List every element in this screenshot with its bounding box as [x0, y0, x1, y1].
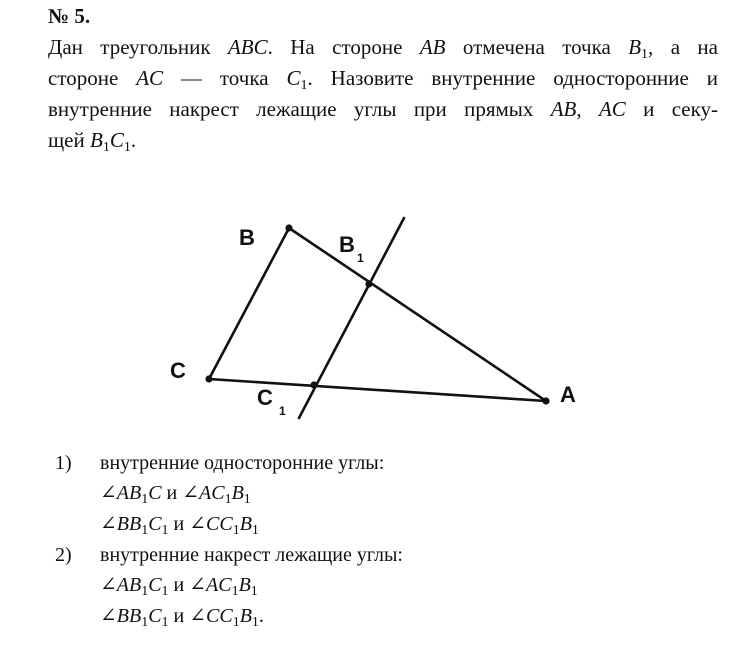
angle-pair: $\angle AB_1C$ и $\angle AC_1B_1$: [100, 482, 251, 507]
side-ba: [289, 228, 546, 401]
label-c1-sub: 1: [279, 404, 286, 418]
angle-pair: $\angle BB_1C_1$ и $\angle CC_1B_1$: [100, 513, 259, 538]
side-bc: [209, 228, 289, 379]
label-b1: B: [339, 232, 355, 257]
answer-block: [0, 448, 730, 540]
point-a: [542, 397, 549, 404]
point-c1: [310, 381, 317, 388]
statement-line: щей $B_1C_1$.: [48, 128, 137, 155]
angle-pair: $\angle BB_1C_1$ и $\angle CC_1B_1$.: [100, 605, 264, 630]
label-c: C: [170, 358, 186, 383]
label-b1-sub: 1: [357, 251, 364, 265]
statement-line: внутренние накрест лежащие углы при прямых AB, AC и секу-: [48, 97, 718, 121]
answer-title: внутренние односторонние углы:: [100, 452, 385, 474]
answer-number: 2): [55, 544, 72, 566]
answer-title: внутренние накрест лежащие углы:: [100, 544, 403, 566]
label-a: A: [560, 382, 576, 407]
point-c: [205, 375, 212, 382]
point-b: [285, 224, 292, 231]
point-b1: [365, 280, 372, 287]
label-b: B: [239, 225, 255, 250]
angle-pair: $\angle AB_1C_1$ и $\angle AC_1B_1$: [100, 574, 258, 599]
answer-number: 1): [55, 452, 72, 474]
statement-line: Дан треугольник ABC. На стороне AB отмечена точка $B_1$, а на: [48, 35, 718, 62]
statement-line: стороне AC — точка $C_1$. Назовите внутренние односторонние и: [48, 66, 719, 93]
problem-number: № 5.: [48, 4, 91, 28]
answers: [0, 448, 730, 632]
answer-block: [0, 540, 730, 632]
label-c1: C: [257, 385, 273, 410]
